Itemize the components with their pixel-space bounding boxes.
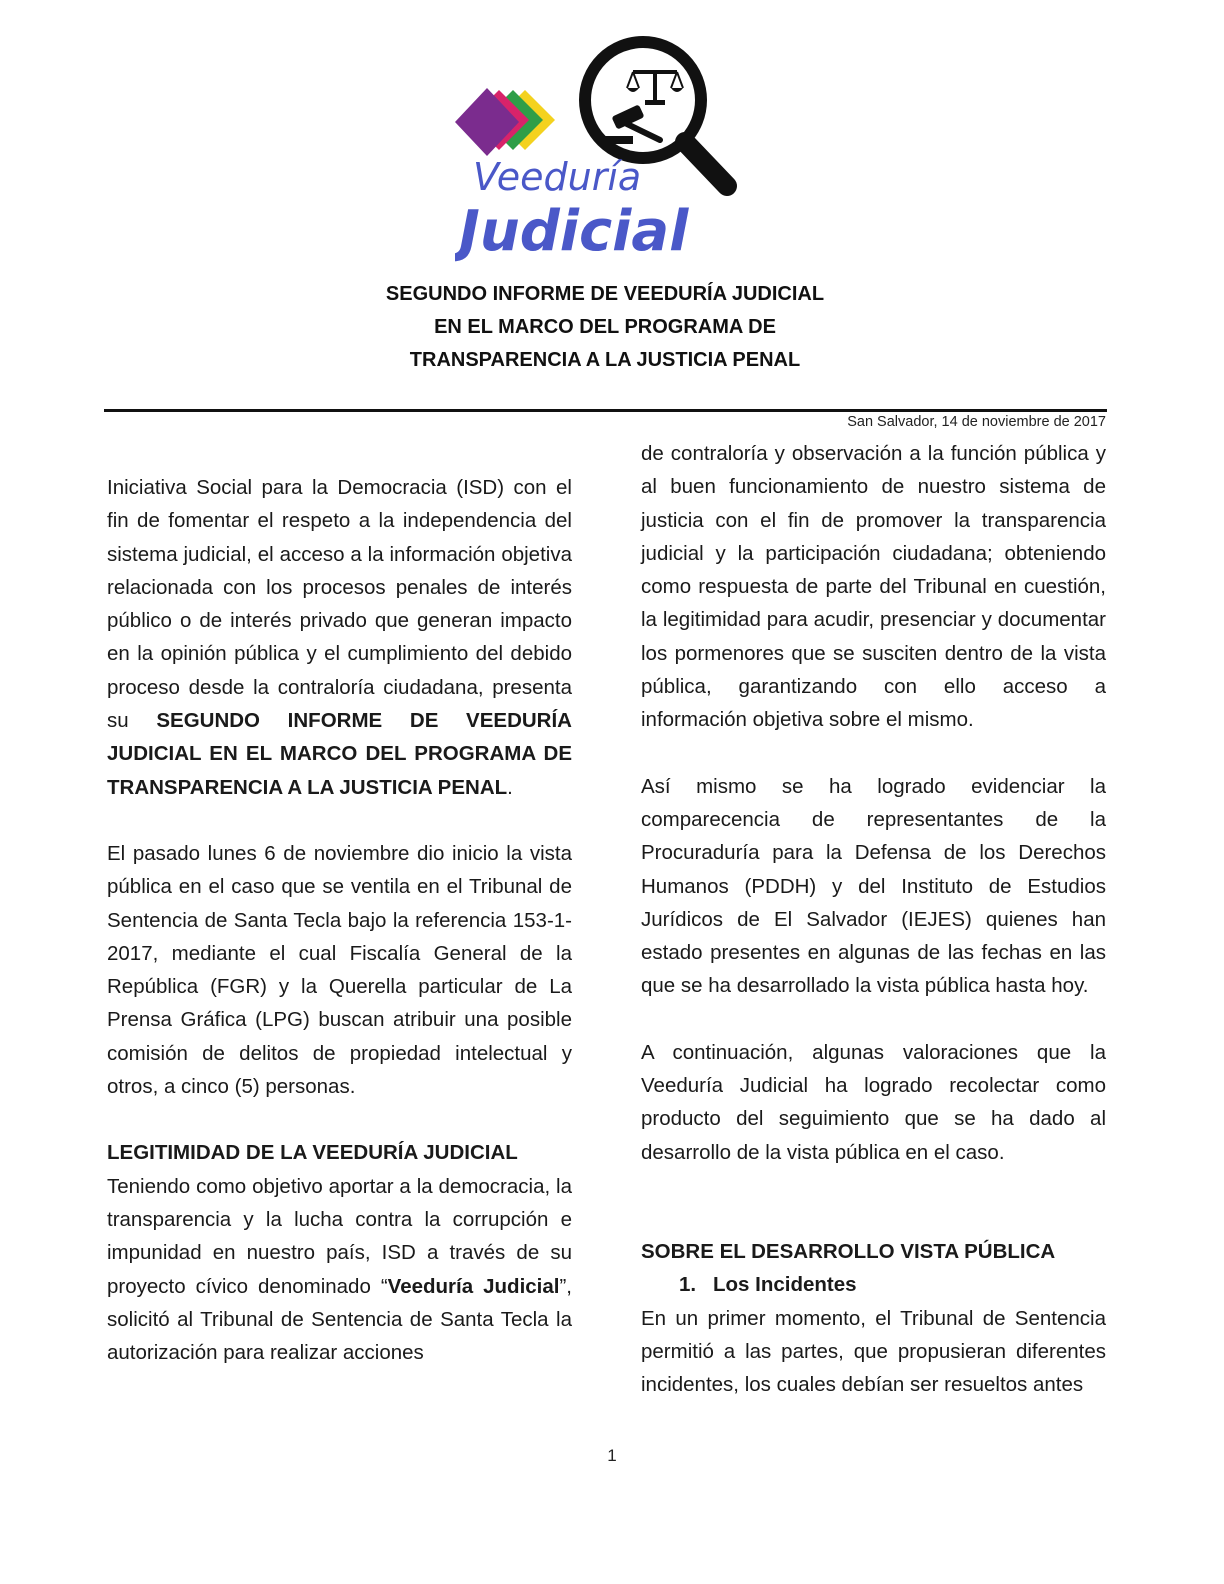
attendance-paragraph: Así mismo se ha logrado evidenciar la comparecencia de representantes de la Procuraduría para la Defensa de los Derechos Humanos (PDDH) y del Instituto de Estudios Jurídicos de El Salvador (IEJES) quienes han estado presentes en algunas de las fechas en las que se ha desarrollado la vista pública hasta hoy. — [641, 774, 1106, 998]
title-line-3: TRANSPARENCIA A LA JUSTICIA PENAL — [409, 349, 801, 371]
logo-text-veeduria: Veeduría — [473, 155, 642, 199]
intro-text: Iniciativa Social para la Democracia (ISD) con el fin de fomentar el respeto a la independencia del sistema judicial, el acceso a la información objetiva relacionada con los procesos penales de interés público o de interés privado que generan impacto en la opinión pública y el cumplimiento del debido proceso desde la contraloría ciudadana, presenta su — [107, 476, 572, 733]
logo-veeduria-judicial — [455, 30, 755, 265]
legitimacy-heading: LEGITIMIDAD DE LA VEEDURÍA JUDICIAL — [107, 1141, 518, 1165]
case-paragraph: El pasado lunes 6 de noviembre dio inicio la vista pública en el caso que se ventila en el Tribunal de Sentencia de Santa Tecla bajo la referencia 153-1-2017, mediante el cual Fiscalía General de la República (FGR) y la Querella particular de La Prensa Gráfica (LPG) buscan atribuir una posible comisión de delitos de propiedad intelectual y otros, a cinco (5) personas. — [107, 841, 572, 1099]
left-column — [107, 471, 572, 1369]
right-column — [641, 437, 1106, 1401]
page-number: 1 — [607, 1446, 617, 1465]
title-divider — [104, 409, 1107, 412]
assessment-paragraph: A continuación, algunas valoraciones que la Veeduría Judicial ha logrado recolectar como producto del seguimiento que se ha dado al desarrollo de la vista pública en el caso. — [641, 1040, 1106, 1164]
title-line-2: EN EL MARCO DEL PROGRAMA DE — [434, 316, 776, 338]
numbered-item — [641, 1268, 1106, 1301]
intro-paragraph — [107, 471, 572, 804]
development-heading: SOBRE EL DESARROLLO VISTA PÚBLICA — [641, 1239, 1056, 1263]
intro-end: . — [507, 775, 513, 799]
item-number: 1. — [679, 1273, 697, 1297]
logo-text-judicial: Judicial — [459, 199, 689, 264]
document-title — [105, 278, 1105, 377]
oversight-paragraph: de contraloría y observación a la función pública y al buen funcionamiento de nuestro sistema de justicia con el fin de promover la transparencia judicial y la participación ciudadana; obteniendo como respuesta de parte del Tribunal en cuestión, la legitimidad para acudir, presenciar y documentar los pormenores que se susciten dentro de la vista pública, garantizando con ello acceso a información objetiva sobre el mismo. — [641, 442, 1106, 732]
incidents-paragraph: En un primer momento, el Tribunal de Sentencia permitió a las partes, que propusieran diferentes incidentes, los cuales debían ser resueltos antes — [641, 1306, 1106, 1397]
dateline: San Salvador, 14 de noviembre de 2017 — [847, 414, 1106, 430]
legitimacy-end: ”, solicitó al Tribunal de Sentencia de Santa Tecla la autorización para realizar acciones — [107, 1274, 572, 1365]
title-line-1: SEGUNDO INFORME DE VEEDURÍA JUDICIAL — [385, 283, 825, 305]
legitimacy-paragraph — [107, 1170, 572, 1370]
item-label: Los Incidentes — [713, 1273, 857, 1297]
intro-bold: SEGUNDO INFORME DE VEEDURÍA JUDICIAL EN EL MARCO DEL PROGRAMA DE TRANSPARENCIA A LA JUSTICIA PENAL — [107, 709, 572, 799]
legitimacy-bold: Veeduría Judicial — [387, 1274, 560, 1298]
legitimacy-text: Teniendo como objetivo aportar a la democracia, la transparencia y la lucha contra la corrupción e impunidad en nuestro país, ISD a través de su proyecto cívico denominado “ — [107, 1174, 572, 1298]
